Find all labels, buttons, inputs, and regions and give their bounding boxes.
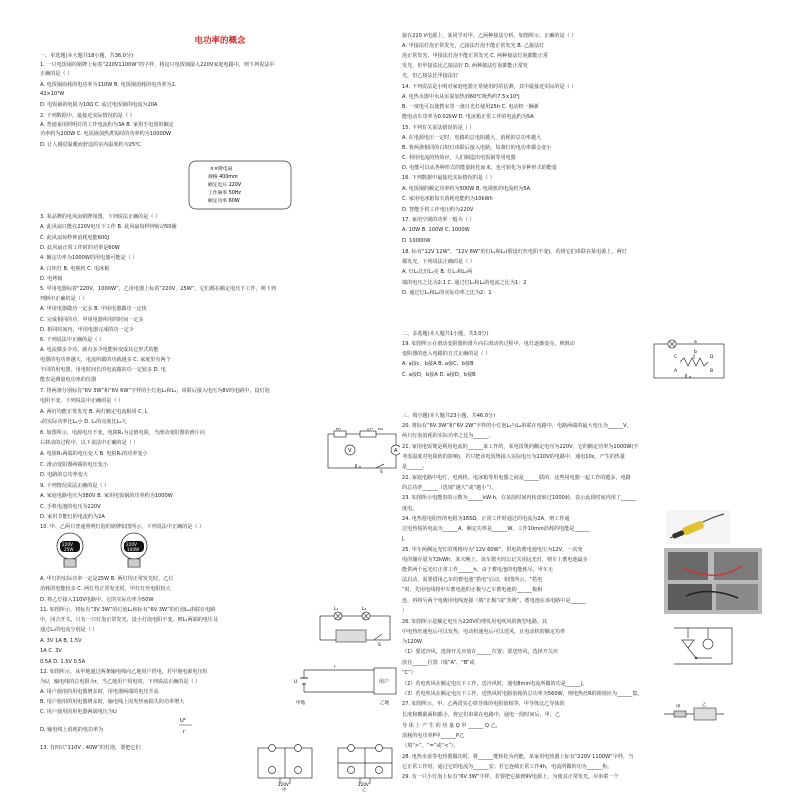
left-question-line: A. 此风扇只能在220V电压下工作 B. 此风扇每秒钟转动50圈	[40, 224, 177, 230]
left-question-line: 消耗的电能较多 C. 两灯均正常发光时，甲灯灯丝电阻较大	[40, 586, 171, 592]
q8-label-p: P	[370, 428, 373, 432]
right-question-line: C. 利用电流的热效应，人们制造出电饭锅等用电器	[402, 155, 516, 161]
right-question-line: 长度和横截面积都小，将它们串联在电路中，通电一段时间后，甲、乙	[402, 712, 560, 718]
right-question-line: 20. 将标有“6V 3W”和“6V 2W”字样的小灯泡L₁与L₂串联在电路中，电路两端的最大电压为______V，	[402, 423, 632, 429]
q19-label-c: C	[674, 355, 678, 360]
right-question-line: 28. 电热水壶等电热器做功时，将______能转化为内能，某家用电热器上标有“220V 1100W”字样，当	[402, 754, 634, 760]
left-question-line: 8. 如图所示，电源电压不变，电阻R₁为定值电阻，当滑动变阻器的滑片向	[40, 430, 205, 436]
formula-numerator: U²	[180, 718, 186, 724]
left-question-line: C. 用户使用的用电器两端电压为U	[40, 709, 117, 715]
q19-label-capital-a: A	[674, 369, 678, 374]
q13-label-voltage-jia: 220V	[278, 782, 289, 787]
left-question-line: C. 滑动变阻器两端的电压变小	[40, 462, 108, 468]
q19-label-a: a	[694, 340, 697, 345]
right-question-line: （1）要送冷风，选择开关应放在______位置；要送热风，选择开关应	[402, 649, 559, 655]
q11-label-s: S	[378, 643, 381, 646]
right-question-line: 14. 下列说法是小明对家庭电器正常使用时的估测，其中最接近实际的是（ ）	[402, 84, 577, 90]
right-question-line: 25. 甲车两侧远光灯的规格均为“12V 60W”，供电的蓄电池电压为12V，一次充	[402, 547, 583, 553]
left-question-line: 11. 如图所示，将标有“3V 3W”的灯泡L₁和标有“6V 3W”的灯泡L₂串联在电路	[40, 607, 216, 613]
left-question-line: A. 用户使用的用电器增多时，用电器两端的电压升高	[40, 689, 159, 695]
q26-hairdryer-circuit	[668, 622, 738, 670]
right-question-line: 23. 如图所示电能表的示数为______kW·h，在某段时间内转盘转过1000转，表示此段时间内用了______	[402, 495, 637, 501]
q10-label-power-a: 25W	[64, 547, 74, 552]
q8-label-r1: R₁	[336, 428, 341, 432]
left-question-line: 电器的电功率越大，电流所做的功就越多 C. 家庭里有两个	[40, 357, 171, 363]
right-question-line: C. 家用电冰箱每天消耗电能约为10kWh	[402, 196, 493, 202]
left-question-line: A. 甲用电器做功一定多 B. 甲用电器做功一定快	[40, 306, 147, 312]
right-question-line: 27. 如图所示，甲、乙两段实心铁导体的电阻值相等，甲导体比乙导体的	[402, 701, 565, 707]
left-question-line: 中，闭合开关，只有一只灯泡正常发光，设小灯泡电阻不变，则L₁两端的电压及	[40, 617, 219, 623]
q10-label-power-b: 100W	[127, 547, 140, 552]
left-question-line: 通过L₁的电流分别是（ ）	[40, 627, 98, 633]
left-question-line: C. 此风扇每秒钟消耗电能600J	[40, 235, 109, 241]
q27-conductors-figure	[664, 702, 724, 722]
left-question-line: A. 电流做多少功，就有多少电能转变成其它形式的能	[40, 347, 159, 353]
q8-circuit-figure	[320, 428, 400, 474]
formula-denominator: r	[183, 729, 186, 735]
q8-label-s: S	[380, 470, 383, 474]
left-question-line: A. 3V 1A B. 1.5V	[40, 638, 82, 644]
left-question-line: 0.5A D. 1.5V 0.5A	[40, 659, 86, 665]
right-question-line: B. 一度电可以使教室里一盏日光灯使用25h C. 电动机一辆新	[402, 104, 539, 110]
right-question-line: 光，但乙接法比甲接法好	[402, 73, 459, 79]
q13-label-jia: 甲	[282, 787, 287, 792]
q19-rheostat-figure	[650, 338, 730, 382]
right-question-line: 连，再将另两个电极用电线连接（填“正极”或“负极”，蓄电池在该电路中是______	[402, 598, 586, 604]
right-question-line: A. 电热水器中水从室温加热到60℃吸热约7.5×10⁵J	[402, 94, 520, 100]
right-question-line: 三、填空题(本大题共23小题，共46.0分)	[402, 413, 496, 419]
right-question-line: 能电动车功率为0.02kW D. 电冰箱正常工作的电流约为5A	[402, 114, 534, 120]
right-question-line: （3）若电吹风在额定电压下工作，送热风时电路消耗的总功率为560W，则电热丝R的阻值应为______集。	[402, 691, 643, 697]
left-question-line: D. 此风扇正常工作时的功率是60W	[40, 245, 120, 251]
fan-line-4: 额定功率 60W	[208, 199, 240, 204]
q25-jumpstart-photo	[664, 548, 762, 614]
right-question-line: 19. 如图所示在滑动变阻器的滑片向右滑动的过程中，电灯逐渐变亮，则滑动	[402, 341, 575, 347]
fan-line-0: ××牌电扇	[210, 167, 233, 172]
right-question-line: 21. 家用电饭煲是利用电流的______来工作的，某电饭煲的额定电压为220V，它的额定功率为1000W(不	[402, 444, 639, 450]
right-question-line: 电的储存量为72kWh，某天晚上，该车熄火时忘记关闭远光灯，则车上蓄电池最多	[402, 557, 588, 563]
right-question-line: D. 10000W	[402, 238, 431, 244]
q13-label-yi: 乙	[362, 787, 367, 792]
left-question-line: D. 输电线上消耗的电功率为	[40, 727, 104, 733]
q12-label-u: U	[294, 680, 298, 685]
q27-label-jia: 甲	[676, 705, 681, 710]
left-question-line: C. 完成相同的功，甲用电器所用的时间一定多	[40, 317, 144, 323]
right-question-line: 考虑温度对电阻值的影响)，若只把该电饭煲接入实际电压为110V的电路中，通电10s，产生的热量	[402, 454, 625, 460]
right-question-line: A. a接c，b接A B. a接C，b接B	[402, 361, 474, 367]
right-question-line: 26. 如图所示是额定电压为220V的理发用电吹风的典型电路，其	[402, 619, 548, 625]
right-question-line: 29. 有一只小灯泡上标有“6V 3W”字样，若要把它接到9V电源上，为使其正常发光，应串联一个	[402, 774, 619, 780]
right-question-line: 18. 标有“12V 12W”、“12V 6W”的灯L₁和L₂(假设灯丝电阻不变)，若将它们串联在某电源上，两灯	[402, 249, 627, 255]
right-question-line: 变阻器的连入电路的方式正确的是（ ）	[402, 351, 491, 357]
left-question-line: 42×10⁴W	[40, 91, 65, 97]
left-question-line: 1A C. 3V	[40, 648, 62, 654]
right-question-line: A. 电饭锅的额定功率约为500W B. 电视机的电流约为5A	[402, 186, 531, 192]
fan-nameplate-figure	[188, 160, 292, 210]
q27-label-yi: 乙	[702, 703, 707, 708]
q10-label-voltage-a: 220V	[62, 542, 73, 547]
q12-transmission-figure	[294, 660, 400, 706]
q12-label-r: r	[334, 665, 336, 670]
q12-power-formula	[178, 714, 194, 736]
right-question-line: 它正常工作时，通过它的电流为______安；若它连续正常工作4h，电流所做的功为______焦。	[402, 764, 613, 770]
right-question-line: ）	[402, 608, 408, 614]
q19-label-b: b	[694, 350, 697, 355]
right-question-line: 能供两个远光灯正常工作______h。由于蓄电池的电能耗尽，甲车无	[402, 567, 553, 573]
right-question-line: A. 甲接法灯泡正常发光，乙接法灯泡不能正常发光 B. 乙接法灯	[402, 43, 545, 49]
q10-label-voltage-b: 220V	[126, 542, 137, 547]
right-question-line: C. a接D，b接A D. a接D，b接B	[402, 372, 476, 378]
right-question-line: A. 在电源电压一定时，电路的总电阻越大，消耗的总功率越大	[402, 135, 542, 141]
left-question-line: D. 电烤箱	[40, 276, 63, 282]
left-question-line: A. 普通家用照明灯的工作电流约为3A B. 家用手电筒的额定	[40, 122, 174, 128]
left-question-line: 3. 某品牌的电风扇铭牌如图，下列说法正确的是（ ）	[40, 214, 161, 220]
right-question-line: 的总功率______（选填“越大”或“越小”）。	[402, 485, 497, 491]
q10-bulbs-figure	[44, 530, 164, 572]
left-question-line: 4. 额定功率为1000W的用电器可能是（ ）	[40, 255, 138, 261]
right-question-line: 22. 家庭电路中电灯、电视机、电冰箱等用电器之间是______联的，这些用电器一起工作的越多，电路	[402, 475, 631, 481]
left-question-line: 7. 将两盏分别标有“6V 3W”和“6V 6W”字样的小灯泡L₁和L₂，串联后接入电压为8V的电路中，设灯泡	[40, 388, 270, 394]
right-question-line: 接在220 V电源上，某同学对甲、乙两种接法分析，如图所示，正确的是（ ）	[402, 33, 577, 39]
left-question-line: A. 甲灯的实际功率一定是25W B. 两灯均正常发光时，乙灯	[40, 576, 174, 582]
q12-label-yi: 乙地	[380, 701, 389, 706]
right-question-line: 导 体 上 产 生 的 热 量 Q 甲 ______ Q 乙，	[402, 723, 501, 729]
q8-label-v: V	[348, 448, 352, 454]
right-question-line: 24. 电热毯电阻丝的电阻为165Ω，正常工作时通过的电流为2A，则工作通	[402, 516, 570, 522]
right-question-line: D. 电能可以从各种形式的能量转化而来，也可转化为多种形式的能量	[402, 165, 557, 171]
right-question-line: 是______。	[402, 464, 428, 470]
q19-label-d: D	[710, 355, 714, 360]
left-question-line: A. 家庭电路电压为380V B. 家用电饭锅的功率约为1000W	[40, 493, 173, 499]
right-question-line: （填“>”、“=”或“<”）。	[402, 743, 459, 749]
q24-electric-blanket-photo	[666, 510, 730, 544]
left-question-line: 电阻不变，下列说法中正确的是（ ）	[40, 398, 124, 404]
right-question-line: 中电热丝通电后可以发热，电动机通电后可以送风，且电动机的额定功率	[402, 629, 566, 635]
right-question-line: 法启动，需要借用乙车的蓄电池“搭电”启动，如图所示。“搭电	[402, 577, 543, 583]
q12-label-user: 用户	[379, 679, 390, 685]
q19-label-capital-b: B	[710, 369, 714, 374]
right-question-line: 两只灯泡消耗的实际功率之比为______。	[402, 433, 494, 439]
q12-label-jia: 甲地	[296, 701, 305, 706]
left-question-line: A. 两灯均能正常发光 B. 两灯额定电流相同 C. L	[40, 409, 148, 415]
right-column	[402, 0, 762, 794]
fan-line-1: 规格 400mm	[208, 175, 238, 180]
right-question-line: 过电热毯的电流为______A，额定功率是______W，工作10min消耗的电能是______	[402, 526, 590, 532]
left-question-line: 13. 有四只“110V , 40W”的灯泡，要把它们	[40, 745, 141, 751]
left-question-line: D. 相同时间内，甲用电器完成的功一定少	[40, 327, 134, 333]
left-question-line: 判断中正确的是（ ）	[40, 296, 88, 302]
left-question-line: D. 电饭锅的电阻为10Ω C. 流过电饭锅的电流为20A	[40, 102, 158, 108]
right-question-line: A. 10W B. 100W C. 1000W	[402, 227, 470, 233]
left-question-line: 6. 下列说法中正确的是（ ）	[40, 337, 105, 343]
fan-line-3: 工作频率 50Hz	[208, 191, 241, 196]
right-question-line: J。	[402, 536, 409, 542]
right-question-line: “C”）	[402, 670, 416, 676]
right-question-line: 16. 下列数据中最接近实际情况的是（ ）	[402, 175, 495, 181]
q13-lamp-circuits-figure	[252, 742, 400, 792]
fan-line-2: 额定电压 220V	[208, 183, 242, 188]
left-question-line: 2. 下列数据中，最接近实际情况的是（ ）	[40, 113, 135, 119]
left-question-line: 10. 甲、乙两只普通照明灯泡的铭牌如图所示，下列说法中正确的是（ ）	[40, 524, 205, 530]
left-question-line: B. 用户使用的用电器增多时，输电线上因发热而损失的功率增大	[40, 699, 185, 705]
q8-label-r2: R₂	[378, 428, 383, 432]
right-question-line: 端的电压之比为2:1 C. 通过灯L₁和L₂的电流之比为1：2	[402, 280, 527, 286]
left-question-line: D. 将乙灯接入110V电路中，它的实际功率为50W	[40, 597, 154, 603]
left-question-line: 12. 如图所示，从甲地通过两条输电线向乙地用户供电，若甲地电源电压恒	[40, 669, 208, 675]
right-question-line: 二、多选题(本大题共1小题，共3.0分)	[402, 331, 489, 337]
left-question-line: 1. 一只电饭锅的铭牌上标着“220V1100W”的字样，将这只电饭锅接入220V家庭电路中，则下列说法中	[40, 62, 275, 68]
left-column	[40, 0, 400, 794]
left-question-line: 功率约为200W C. 电饭锅加热煮饭时的功率约为10000W	[40, 131, 172, 137]
page-title: 电功率的概念	[194, 36, 246, 46]
left-question-line: 5. 甲用电器标着“220V，1000W”，乙用电器上标着“220V，25W”，它们都在额定电压下工作，则下列	[40, 286, 276, 292]
right-question-line: 放在______位置（填“A”、“B”或	[402, 660, 475, 666]
right-question-line: A. 灯L₁比灯L₂亮 B. 灯L₁和L₂两	[402, 269, 473, 275]
left-question-line: 9. 下列情况说法正确的是（ ）	[40, 483, 110, 489]
left-question-line: 右移动的过程中，以下说法中正确的是（ ）	[40, 440, 139, 446]
right-question-line: 15. 下列有关说法错误的是（ ）	[402, 125, 475, 131]
right-question-line: 泡正常发光，甲接法灯泡不能正常发光 C. 两种接法灯泡都能正常	[402, 53, 548, 59]
right-question-line: 17. 家用空调的功率一般为（ ）	[402, 217, 475, 223]
q11-circuit-figure	[314, 606, 396, 646]
left-question-line: ₁的实际功率比L₂小 D. L₁的亮度比L₂大	[40, 419, 127, 425]
q11-label-l2: L₂	[362, 607, 367, 612]
right-question-line: 发光，但甲接法比乙接法好 D. 两种接法灯泡都能正常发	[402, 63, 528, 69]
left-question-line: 为U，输电线的总电阻为r，当乙地用户用电时，下列说法正确的是（ ）	[40, 679, 201, 685]
right-question-line: 都发光，下列说法正确的是（ ）	[402, 259, 475, 265]
left-question-line: D. 电路的总功率变大	[40, 472, 88, 478]
q8-label-a: A	[394, 448, 398, 454]
left-question-line: A. 白炽灯 B. 电视机 C. 电冰箱	[40, 266, 110, 272]
q11-label-l1: L₁	[334, 607, 339, 612]
right-question-line: 为120W	[402, 639, 422, 645]
right-question-line: D. 智能手机工作电压约为220V	[402, 207, 474, 213]
right-question-line: D. 通过灯L₁和L₂的实际功率之比为2：1	[402, 290, 492, 296]
right-question-line: ”时，先用电线将甲车蓄电池的正极与乙车蓄电池的______极相	[402, 587, 543, 593]
left-question-line: 一、单选题(本大题共18小题，共36.0分)	[40, 53, 134, 59]
left-question-line: D. 家用节能灯的电流约为2A	[40, 514, 105, 520]
left-question-line: D. 让人感觉温暖而舒适的室内温度约为25℃	[40, 142, 141, 148]
left-question-line: A. 电饭锅消耗的电功率为110W B. 电饭锅消耗的电功率为2.	[40, 82, 177, 88]
left-question-line: 能表是测量电功率的仪器	[40, 377, 97, 383]
right-question-line: （2）若电吹风在额定电压下工作，送冷风时，通电8min电流所做的功是______J，	[402, 681, 588, 687]
left-question-line: 正确的是（ ）	[40, 71, 73, 77]
right-question-line: 消耗的电功率P甲______P乙	[402, 733, 465, 739]
left-question-line: C. 手机电池的电压为220V	[40, 504, 101, 510]
q13-label-voltage-yi: 220V	[358, 782, 369, 787]
right-question-line: 度电。	[402, 506, 418, 512]
left-question-line: A. 电阻R₁两端的电压变大 B. 电阻R₁的功率变小	[40, 451, 148, 457]
right-question-line: B. 将两盏相同的白炽灯串联后接入电路，每盏灯的电功率都会变小	[402, 145, 552, 151]
left-question-line: 不同的用电器，用电时间长的电流做的功一定较多 D. 电	[40, 367, 166, 373]
